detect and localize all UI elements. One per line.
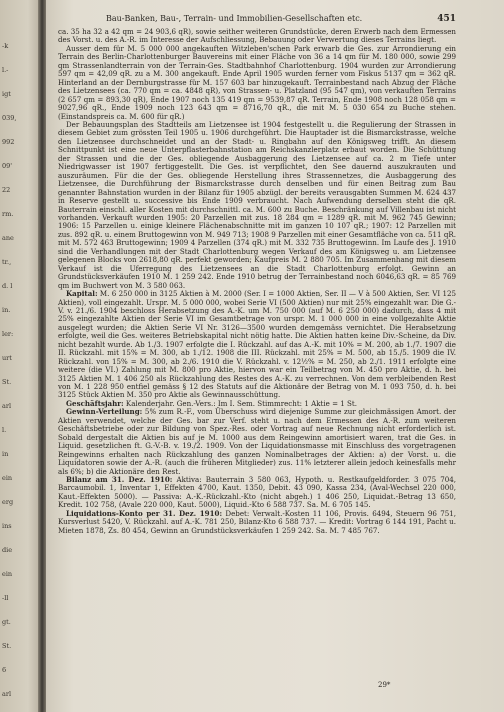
paragraph-text: Debet: Verwalt.-Kosten 11 106, Provis. 6494, Steuern 96 751, Kursverlust 5420, V. Rückzahl. auf A.-K. 781 250, Bilanz-Kto 6 588 737. — Kredit: Vortrag 6 144 191, Pacht u. Mieten 1878, Zs. 80 454, Gewinn an Grundstücksverkäufen 1 259 242. Sa. M. 7 485 767. bbox=[58, 508, 456, 535]
previous-page-fragment: St. bbox=[2, 642, 12, 650]
previous-page-fragment: -ll bbox=[2, 594, 9, 602]
previous-page-fragment: igt bbox=[2, 90, 11, 98]
previous-page-fragment: gt. bbox=[2, 618, 11, 626]
previous-page-fragment: 6 bbox=[2, 666, 7, 674]
previous-page-fragment: 09' bbox=[2, 162, 13, 170]
previous-page-fragment: 992 bbox=[2, 138, 15, 146]
book-gutter bbox=[38, 0, 46, 712]
paragraph-lead: Kapital: bbox=[66, 289, 98, 299]
paragraph-text: Kalenderjahr. Gen.-Vers.: Im I. Sem. Stimmrecht: 1 Aktie = 1 St. bbox=[123, 398, 358, 408]
previous-page-fragment: l.- bbox=[2, 66, 9, 74]
previous-page-fragment: ein bbox=[2, 474, 13, 482]
signature-mark: 29* bbox=[378, 681, 391, 689]
running-header bbox=[58, 14, 456, 26]
paragraph-text: ca. 35 ha 32 a 42 qm = 24 903,6 qR), sowie seither weiteren Grundstücke, deren Erwerb nach dem Ermessen des Vorst. u. des A.-R. im Interesse der Aufschliessung, Bebauung oder Verwertung dieses Terrains liegt. bbox=[58, 27, 456, 45]
previous-page-fragment: ane bbox=[2, 234, 14, 242]
paragraph bbox=[58, 121, 456, 290]
paragraph-text: Der Bebauungsplan des Stadtteils am Lietzensee ist 1904 festgestellt u. die Regulierung der Strassen in diesem Gebiet zum grössten Teil 1905 u. 1906 durchgeführt. Die Hauptader ist die Bismarckstrasse, welche den Lietzensee durchschneidet und an der Stadt- u. Ringbahn auf den Königsweg trifft. An diesem Schnittpunkt ist eine neue Unterpflasterbahnstation am Reichskanzlerplatz erbaut worden. Die Schüttung der Strassen und die der Ges. obliegende Ausbaggerung des Lietzensee auf ca. 2 m Tiefe unter Niedrigwasser ist 1907 fertiggestellt. Die Ges. ist verpflichtet, den See dauernd auszukrauten und auszuräumen. Für die der Ges. obliegende Herstellung ihres Strassennetzes, die Ausbaggerung des Lietzensee, die Durchführung der Bismarckstrasse durch denselben und für einen Beitrag zum Bau genannter Bahnstation wurden in der Bilanz für 1905 abzügl. der bereits verausgabten Summen M. 624 437 in Reserve gestellt u. successive bis Ende 1909 verbraucht. Nach Aufwendung derselben steht die qR. Bauterrain einschl. aller Kosten mit durchschnittl. ca. M. 600 zu Buche. Beschränkung auf Villenbau ist nicht vorhanden. Verkauft wurden 1905: 20 Parzellen mit zus. 18 284 qm = 1289 qR. mit M. 962 745 Gewinn; 1906: 15 Parzellen u. einige kleinere Flächenabschnitte mit im ganzen 10 107 qR.; 1907: 12 Parzellen mit zus. 892 qR. u. einem Bruttogewinn von M. 949 713; 1908 9 Parzellen mit einer Gesamtfläche von ca. 511 qR. mit M. 572 463 Bruttogewinn; 1909 4 Parzellen (374 qR.) mit M. 332 735 Bruttogewinn. Im Laufe des J. 1910 sind die Verhandlungen mit der Stadt Charlottenburg wegen Verkauf des am Königsweg u. am Lietzensee gelegenen Blocks von 2618,80 qR. perfekt geworden; Kaufpreis M. 2 880 705. Im Zusammenhang mit diesem Verkauf ist die Uferregung des Lietzensees an die Stadt Charlottenburg erfolgt. Gewinn an Grundstücksverkäufen 1910 M. 1 259 242. Ende 1910 betrug der Terrainbestand noch 6046,63 qR. = 85 769 qm im Buchwert von M. 3 580 063. bbox=[58, 119, 456, 290]
previous-page-fragment: rm. bbox=[2, 210, 14, 218]
paragraph-text: Aktiva: Bauterrain 3 580 063, Hypoth. u. Restkaufgeldforder. 3 075 704, Barcaumobil. 1, Inventar 1, Effekten 4700, Kaut. 1350, Debit. 43 090, Kassa 234, (Aval-Wechsel 220 000, Kaut.-Effekten 5000). — Passiva: A.-K.-Rückzahl.-Kto (nicht abgeh.) 1 406 250, Liquidat.-Betrag 13 650, Kredit. 102 758, (Avale 220 000, Kaut. 5000), Liquid.-Kto 6 588 737. Sa. M. 6 705 145. bbox=[58, 475, 456, 510]
paragraph-text: M. 6 250 000 in 3125 Aktien à M. 2000 (Ser. I = 1000 Aktien, Ser. II — V à 500 Aktien, Ser. VI 125 Aktien), voll eingezahlt. Urspr. M. 5 000 000, wobei Serie VI (500 Aktien) nur mit 25% eingezahlt war. Die G.-V. v. 21./6. 1904 beschloss Herabsetzung des A.-K. um M. 750 000 (auf M. 6 250 000) dadurch, dass 4 mit 25% eingezahlte Aktien der Serie VI im Gesamtbetrage von urspr. M. 1 000 000 in eine vollgezahlte Aktie ausgelegt wurden; die Aktien Serie VI Nr. 3126—3500 wurden demgemäss vernichtet. Die Herabsetzung erfolgte, weil die Ges. weiteres Betriebskapital nicht nötig hatte. Die Aktien hatten keine Div.-Scheine, da Div. nicht bezahlt wurde. Ab 1./3. 1907 erfolgte die I. Rückzahl. auf das A.-K. mit 10% = M. 200, ab 1./7. 1907 die II. Rückzahl. mit 15% = M. 300, ab 1./12. 1908 die III. Rückzahl. mit 25% = M. 500, ab 15./5. 1909 die IV. Rückzahl. von 15% = M. 300, ab 2./6. 1910 die V. Rückzahl. v. 12½% = M. 250, ab 2./1. 1911 erfolgte eine weitere (die VI.) Zahlung mit M. 800 pro Aktie, hiervon war ein Teilbetrag von M. 450 pro Aktie, d. h. bei 3125 Aktien M. 1 406 250 als Rückzahlung des Restes des A.-K. zu verrechnen. Von dem verbleibenden Rest von M. 1 228 950 entfiel gemäss § 12 des Statuts auf die Aktionäre der Betrag von M. 1 093 750, d. h. bei 3125 Stück Aktien M. 350 pro Aktie als Gewinnausschüttung. bbox=[58, 289, 456, 400]
previous-page-fragment: erg bbox=[2, 498, 14, 506]
previous-page-fragment: in bbox=[2, 450, 9, 458]
page-number: 451 bbox=[437, 14, 456, 24]
paragraph bbox=[58, 45, 456, 121]
previous-page-fragment: l. bbox=[2, 426, 7, 434]
previous-page-fragment: -k bbox=[2, 42, 9, 50]
previous-page-fragment: in. bbox=[2, 306, 11, 314]
paragraph bbox=[58, 510, 456, 535]
paragraph-lead: Gewinn-Verteilung: bbox=[66, 407, 143, 417]
previous-page-fragment: St. bbox=[2, 378, 12, 386]
paragraph bbox=[58, 408, 456, 476]
previous-page-fragment: ein bbox=[2, 570, 13, 578]
paragraph-lead: Geschäftsjahr: bbox=[66, 398, 124, 408]
previous-page-edge bbox=[0, 0, 40, 712]
running-title: Bau-Banken, Bau-, Terrain- und Immobilien-Gesellschaften etc. bbox=[106, 14, 363, 23]
paragraph bbox=[58, 290, 456, 400]
previous-page-fragment: tr., bbox=[2, 258, 12, 266]
paragraph-lead: Bilanz am 31. Dez. 1910: bbox=[66, 475, 173, 485]
previous-page-fragment: die bbox=[2, 546, 13, 554]
previous-page-fragment: d. l bbox=[2, 282, 13, 290]
previous-page-fragment: arl bbox=[2, 402, 12, 410]
previous-page-fragment: ins bbox=[2, 522, 12, 530]
previous-page-fragment: 039, bbox=[2, 114, 17, 122]
previous-page-fragment: ler: bbox=[2, 330, 14, 338]
paragraph bbox=[58, 28, 456, 45]
paragraph-text: 5% zum R.-F., vom Überschuss wird diejenige Summe zur gleichmässigen Amort. der Aktien verwendet, welche der Ges. bar zur Verf. steht u. nach dem Ermessen des A.-R. zum weiteren Geschäftsbetriebe oder zur Bildung von Spez.-Res. oder Vortrag auf neue Rechnung nicht erforderlich ist. Sobald dergestalt die Aktien bis auf je M. 1000 aus dem Reingewinn amortisiert waren, trat die Ges. in Liquid. gesetzlichen ft. G.-V.-B. v. 19./2. 1909. Von der Liquidationsmasse mit Einschluss des vorgetragenen Reingewinns erhalten nach Rückzahlung des ganzen Nominalbetrages der Aktien: a) der Vorst. u. die Liquidatoren sowie der A.-R. (auch die früheren Mitglieder) zus. 11% letzterer allein jedoch keinesfalls mehr als 6%; b) die Aktionäre den Rest. bbox=[58, 407, 456, 476]
previous-page-fragment: arl bbox=[2, 690, 12, 698]
page-body bbox=[58, 28, 456, 535]
paragraph bbox=[58, 476, 456, 510]
previous-page-fragment: urt bbox=[2, 354, 12, 362]
previous-page-fragment: 22 bbox=[2, 186, 11, 194]
paragraph-lead: Liquidations-Konto per 31. Dez. 1910: bbox=[66, 508, 223, 518]
paragraph-text: Ausser dem für M. 5 000 000 angekauften Witzleben'schen Park erwarb die Ges. zur Arrondierung ein Terrain des Berlin-Charlottenburger Bauvereins mit einer Fläche von 36 a 14 qm für M. 180 000, sowie 299 qm Strassenlandterrain von der Terrain-Ges. Stadtbahnhof Charlottenburg. 1904 wurden zur Arrondierung 597 qm = 42,09 qR. zu a M. 300 angekauft. Ende April 1905 wurden ferner vom Fiskus 5137 qm = 362 qR. Hinterland an der Dernburgstrasse für M. 157 603 bar hinzugekauft. Terrainbestand nach Abzug der Fläche des Lietzensees (ca. 770 qm = ca. 4848 qR), von Strassen- u. Platzland (95 547 qm), von verkauften Terrains (2 657 qm = 893,30 qR), Ende 1907 noch 135 419 qm = 9539,87 qR. Terrain, Ende 1908 noch 128 058 qm = 9027,96 qR., Ende 1909 noch 123 643 qm = 8716,70 qR., die mit M. 5 030 654 zu Buche stehen. (Einstandspreis ca. M. 600 für qR.) bbox=[58, 43, 456, 121]
